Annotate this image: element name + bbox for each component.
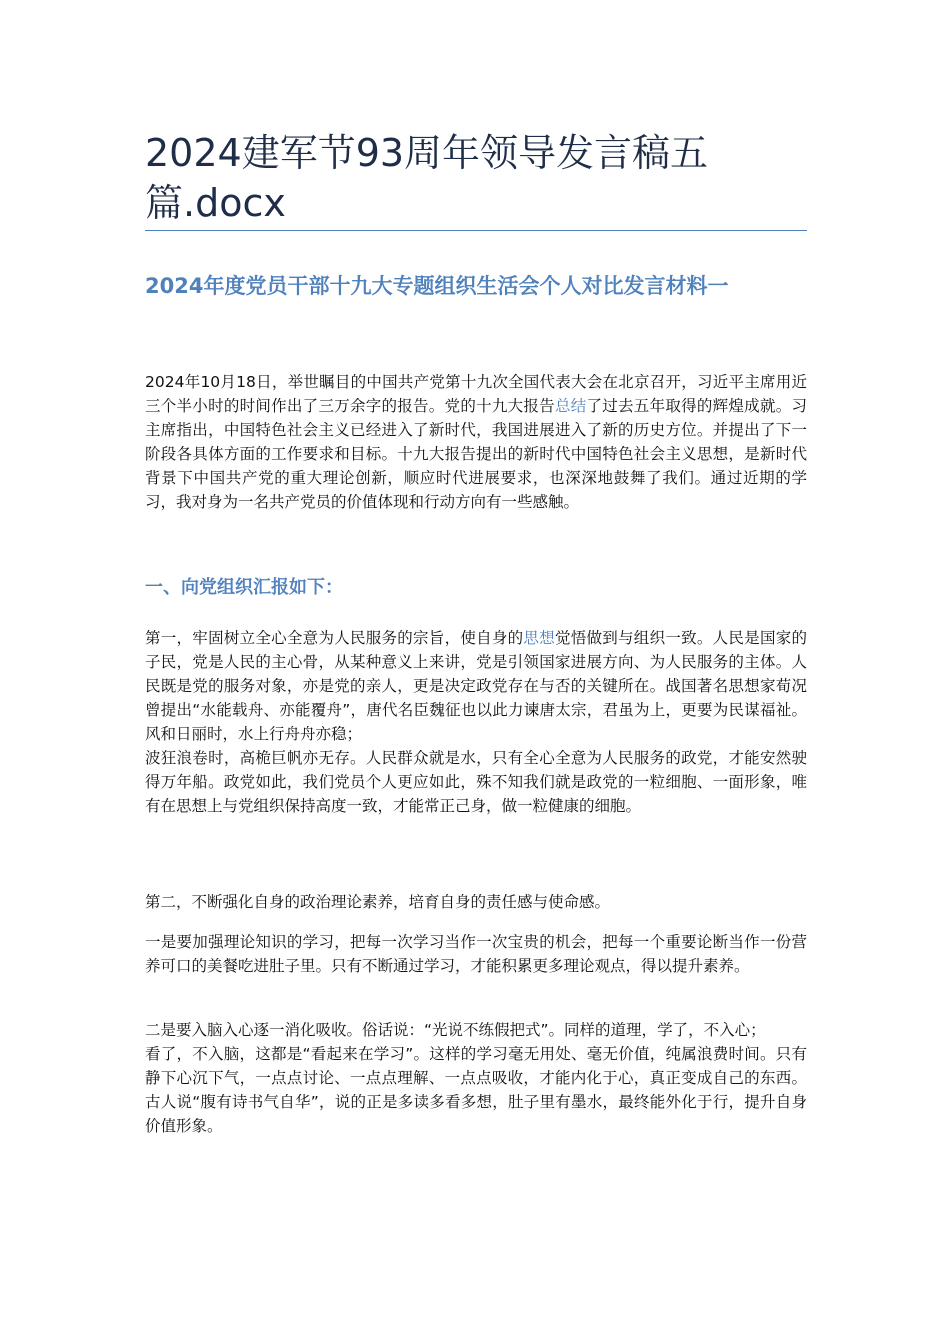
- heading-2: 一、向党组织汇报如下：: [145, 577, 343, 598]
- link-summary[interactable]: 总结: [554, 397, 587, 415]
- point1-text-before: 第一，牢固树立全心全意为人民服务的宗旨，使自身的: [145, 629, 524, 647]
- title-divider: [145, 230, 807, 231]
- point2-paragraph: 第二，不断强化自身的政治理论素养，培育自身的责任感与使命感。: [145, 893, 611, 911]
- item1-paragraph: 一是要加强理论知识的学习，把每一次学习当作一次宝贵的机会，把每一个重要论断当作一份营养可口的美餐吃进肚子里。只有不断通过学习，才能积累更多理论观点，得以提升素养。: [145, 933, 807, 975]
- item2-line2: 看了，不入脑，这都是“看起来在学习”。这样的学习毫无用处、毫无价值，纯属浪费时间。只有静下心沉下气，一点点讨论、一点点理解、一点点吸收，才能内化于心，真正变成自己的东西。古人说“腹有诗书气自华”，说的正是多读多看多想，肚子里有墨水，最终能外化于行，提升自身价值形象。: [145, 1045, 807, 1135]
- point1-text-after: 觉悟做到与组织一致。人民是国家的子民，党是人民的主心骨，从某种意义上来讲，党是引领国家进展方向、为人民服务的主体。人民既是党的服务对象，亦是党的亲人，更是决定政党存在与否的关键所在。战国著名思想家荀况曾提出“水能载舟、亦能覆舟”，唐代名臣魏征也以此力谏唐太宗，君虽为上，更要为民谋福祉。风和日丽时，水上行舟舟亦稳；: [145, 629, 807, 743]
- link-thought[interactable]: 思想: [523, 629, 555, 647]
- heading-1: 2024年度党员干部十九大专题组织生活会个人对比发言材料一: [145, 274, 729, 298]
- document-title: 2024建军节93周年领导发言稿五篇.docx: [145, 131, 709, 225]
- intro-text-before: 2024年10月18日，举世瞩目的中国共产党第十九次全国代表大会在北京召开，习近平主席用近三个半小时的时间作出了三万余字的报告。党的十九大报告: [145, 373, 807, 415]
- point1-paragraph: [145, 626, 807, 818]
- intro-paragraph: [145, 370, 807, 514]
- point1-text-continued: 波狂浪卷时，高桅巨帆亦无存。人民群众就是水，只有全心全意为人民服务的政党，才能安然驶得万年船。政党如此，我们党员个人更应如此，殊不知我们就是政党的一粒细胞、一面形象，唯有在思想上与党组织保持高度一致，才能常正己身，做一粒健康的细胞。: [145, 749, 807, 815]
- item2-paragraph: [145, 1018, 807, 1138]
- intro-text-after: 了过去五年取得的辉煌成就。习主席指出，中国特色社会主义已经进入了新时代，我国进展进入了新的历史方位。并提出了下一阶段各具体方面的工作要求和目标。十九大报告提出的新时代中国特色社会主义思想，是新时代背景下中国共产党的重大理论创新，顺应时代进展要求，也深深地鼓舞了我们。通过近期的学习，我对身为一名共产党员的价值体现和行动方向有一些感触。: [145, 397, 807, 511]
- item2-line1: 二是要入脑入心逐一消化吸收。俗话说：“光说不练假把式”。同样的道理，学了，不入心；: [145, 1021, 766, 1039]
